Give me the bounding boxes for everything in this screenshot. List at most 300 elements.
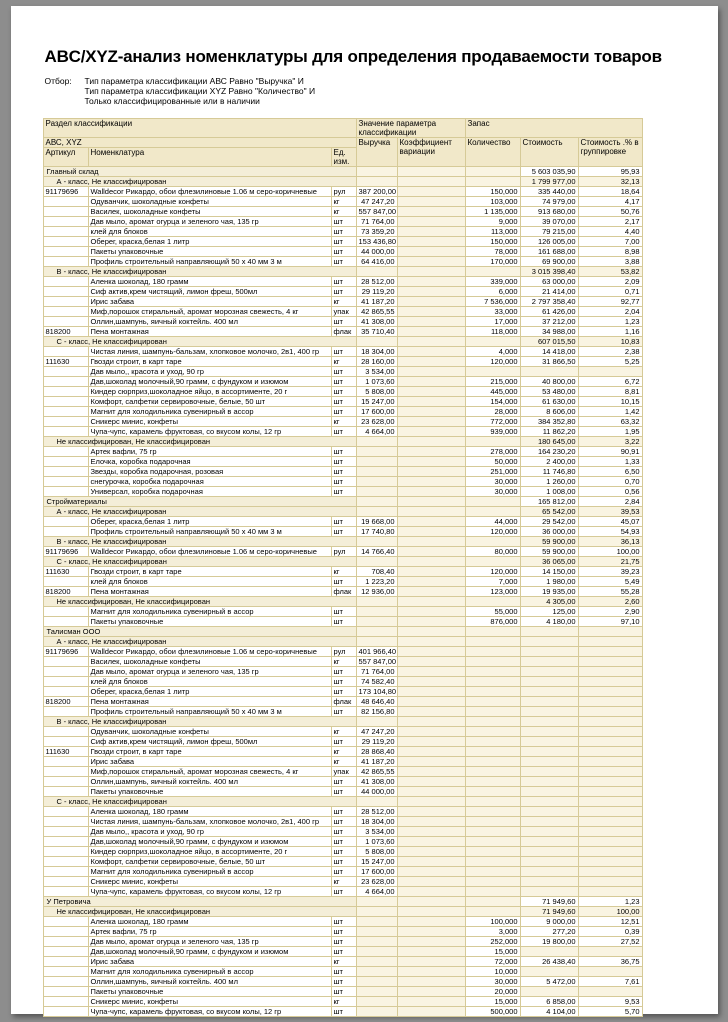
item-row [43,847,642,857]
quantity-cell: 7,000 [465,577,520,587]
article-cell [43,287,88,297]
nomenclature-cell: Артек вафли, 75 гр [88,447,331,457]
cost-cell [520,687,578,697]
nomenclature-cell: Оберег, краска,белая 1 литр [88,237,331,247]
item-row [43,617,642,627]
revenue-cell [356,167,397,177]
nomenclature-cell: Чупа-чупс, карамель фруктовая, со вкусом колы, 12 гр [88,887,331,897]
quantity-cell [465,777,520,787]
item-row [43,827,642,837]
coeff-cell [397,427,465,437]
nomenclature-cell: Пена монтажная [88,697,331,707]
pct-cell [578,987,642,997]
pct-cell: 10,83 [578,337,642,347]
coeff-cell [397,907,465,917]
quantity-cell [465,337,520,347]
cost-cell: 913 680,00 [520,207,578,217]
quantity-cell: 28,000 [465,407,520,417]
coeff-cell [397,917,465,927]
group-row [43,637,642,647]
cost-cell [520,707,578,717]
coeff-cell [397,247,465,257]
cost-cell: 126 005,00 [520,237,578,247]
pct-cell: 8,98 [578,247,642,257]
pct-cell: 53,82 [578,267,642,277]
header-section: Раздел классификации [43,119,356,138]
article-cell [43,407,88,417]
coeff-cell [397,887,465,897]
unit-cell: кг [331,747,356,757]
nomenclature-cell: Walldecor Рикардо, обои флезилиновые 1.06 м серо-коричневые [88,647,331,657]
revenue-cell [356,447,397,457]
article-cell [43,927,88,937]
item-row [43,957,642,967]
article-cell [43,1007,88,1017]
quantity-cell: 30,000 [465,487,520,497]
pct-cell [578,967,642,977]
revenue-cell [356,907,397,917]
revenue-cell: 3 534,00 [356,367,397,377]
cost-cell [520,367,578,377]
unit-cell: шт [331,857,356,867]
group-row [43,597,642,607]
coeff-cell [397,207,465,217]
quantity-cell: 100,000 [465,917,520,927]
unit-cell: шт [331,677,356,687]
nomenclature-cell: Пакеты упаковочные [88,787,331,797]
nomenclature-cell: Магнит для холодильника сувенирный в ассор [88,607,331,617]
revenue-cell: 71 764,00 [356,217,397,227]
pct-cell [578,737,642,747]
cost-cell [520,987,578,997]
item-row [43,607,642,617]
report-table [43,118,643,1017]
cost-cell: 335 440,00 [520,187,578,197]
cost-cell: 40 800,00 [520,377,578,387]
coeff-cell [397,487,465,497]
quantity-cell [465,807,520,817]
group-row [43,337,642,347]
unit-cell: шт [331,227,356,237]
quantity-cell [465,497,520,507]
article-cell [43,867,88,877]
article-cell: 91179696 [43,547,88,557]
cost-cell: 36 000,00 [520,527,578,537]
cost-cell: 607 015,50 [520,337,578,347]
revenue-cell [356,477,397,487]
unit-cell: шт [331,377,356,387]
quantity-cell: 120,000 [465,357,520,367]
article-cell [43,757,88,767]
nomenclature-cell: Василек, шоколадные конфеты [88,657,331,667]
unit-cell: шт [331,487,356,497]
coeff-cell [397,407,465,417]
cost-cell: 4 305,00 [520,597,578,607]
revenue-cell [356,1007,397,1017]
item-row [43,687,642,697]
pct-cell [578,877,642,887]
cost-cell: 71 949,60 [520,897,578,907]
coeff-cell [397,777,465,787]
revenue-cell: 17 600,00 [356,867,397,877]
nomenclature-cell: Сникерс минис, конфеты [88,877,331,887]
quantity-cell: 252,000 [465,937,520,947]
unit-cell: кг [331,997,356,1007]
nomenclature-cell: Сиф актив,крем чистящий, лимон фреш, 500мл [88,737,331,747]
cost-cell: 11 862,20 [520,427,578,437]
cost-cell: 61 426,00 [520,307,578,317]
unit-cell: кг [331,957,356,967]
quantity-cell [465,557,520,567]
quantity-cell [465,727,520,737]
unit-cell: шт [331,777,356,787]
quantity-cell: 170,000 [465,257,520,267]
quantity-cell [465,677,520,687]
nomenclature-cell: Оберег, краска,белая 1 литр [88,517,331,527]
unit-cell: шт [331,847,356,857]
revenue-cell [356,967,397,977]
quantity-cell: 17,000 [465,317,520,327]
quantity-cell: 445,000 [465,387,520,397]
coeff-cell [397,507,465,517]
pct-cell: 39,23 [578,567,642,577]
pct-cell: 1,23 [578,897,642,907]
item-row [43,647,642,657]
nomenclature-cell: Комфорт, салфетки сервировочные, белые, 50 шт [88,857,331,867]
group-row [43,267,642,277]
quantity-cell [465,697,520,707]
cost-cell [520,867,578,877]
revenue-cell [356,917,397,927]
item-row [43,527,642,537]
coeff-cell [397,357,465,367]
coeff-cell [397,637,465,647]
article-cell [43,317,88,327]
nomenclature-cell: Пакеты упаковочные [88,987,331,997]
unit-cell: шт [331,477,356,487]
group-name-cell: В - класс, Не классифицирован [43,267,356,277]
article-cell [43,397,88,407]
unit-cell: кг [331,877,356,887]
revenue-cell: 47 247,20 [356,727,397,737]
group-name-cell: У Петровича [43,897,356,907]
coeff-cell [397,257,465,267]
cost-cell [520,837,578,847]
unit-cell: шт [331,807,356,817]
unit-cell: шт [331,937,356,947]
pct-cell: 1,23 [578,317,642,327]
filter-block [45,77,316,106]
nomenclature-cell: Аленка шоколад, 180 грамм [88,277,331,287]
nomenclature-cell: клей для блоков [88,677,331,687]
cost-cell: 37 212,00 [520,317,578,327]
nomenclature-cell: Магнит для холодильника сувенирный в ассор [88,967,331,977]
unit-cell: шт [331,617,356,627]
quantity-cell: 278,000 [465,447,520,457]
quantity-cell [465,757,520,767]
article-cell [43,247,88,257]
revenue-cell: 41 308,00 [356,777,397,787]
coeff-cell [397,577,465,587]
quantity-cell [465,737,520,747]
header-article: Артикул [43,148,88,167]
revenue-cell: 48 646,40 [356,697,397,707]
group-name-cell: А - класс, Не классифицирован [43,507,356,517]
unit-cell: кг [331,297,356,307]
unit-cell: шт [331,987,356,997]
coeff-cell [397,647,465,657]
coeff-cell [397,227,465,237]
coeff-cell [397,557,465,567]
quantity-cell [465,667,520,677]
item-row [43,387,642,397]
pct-cell: 2,04 [578,307,642,317]
quantity-cell [465,267,520,277]
unit-cell: флак [331,327,356,337]
pct-cell: 2,09 [578,277,642,287]
nomenclature-cell: Профиль строительный направляющий 50 х 40 мм 3 м [88,527,331,537]
quantity-cell [465,367,520,377]
unit-cell: шт [331,787,356,797]
coeff-cell [397,937,465,947]
coeff-cell [397,837,465,847]
article-cell [43,977,88,987]
item-row [43,807,642,817]
filter-label: Отбор: [44,76,72,86]
quantity-cell: 154,000 [465,397,520,407]
nomenclature-cell: Гвозди строит, в карт таре [88,747,331,757]
coeff-cell [397,317,465,327]
quantity-cell [465,767,520,777]
header-cost: Стоимость [520,138,578,167]
article-cell: 91179696 [43,187,88,197]
revenue-cell: 64 416,00 [356,257,397,267]
pct-cell: 27,52 [578,937,642,947]
item-row [43,947,642,957]
unit-cell: рул [331,647,356,657]
nomenclature-cell: Дав мыло, аромат огурца и зеленого чая, 135 гр [88,667,331,677]
quantity-cell [465,897,520,907]
coeff-cell [397,987,465,997]
revenue-cell [356,627,397,637]
revenue-cell: 42 865,55 [356,767,397,777]
pct-cell: 55,28 [578,587,642,597]
cost-cell: 34 988,00 [520,327,578,337]
pct-cell [578,797,642,807]
revenue-cell: 557 847,00 [356,207,397,217]
article-cell [43,937,88,947]
quantity-cell [465,167,520,177]
cost-cell [520,637,578,647]
coeff-cell [397,947,465,957]
quantity-cell: 339,000 [465,277,520,287]
revenue-cell: 1 073,60 [356,837,397,847]
cost-cell [520,727,578,737]
article-cell [43,257,88,267]
nomenclature-cell: Чупа-чупс, карамель фруктовая, со вкусом колы, 12 гр [88,1007,331,1017]
unit-cell: шт [331,237,356,247]
revenue-cell [356,797,397,807]
pct-cell [578,807,642,817]
revenue-cell [356,537,397,547]
quantity-cell: 50,000 [465,457,520,467]
item-row [43,707,642,717]
quantity-cell [465,877,520,887]
pct-cell: 0,56 [578,487,642,497]
pct-cell: 2,84 [578,497,642,507]
nomenclature-cell: Ирис забава [88,297,331,307]
coeff-cell [397,447,465,457]
unit-cell: упак [331,307,356,317]
unit-cell: шт [331,887,356,897]
item-row [43,787,642,797]
cost-cell: 53 480,00 [520,387,578,397]
revenue-cell: 28 160,00 [356,357,397,367]
cost-cell [520,757,578,767]
cost-cell: 59 900,00 [520,547,578,557]
quantity-cell: 939,000 [465,427,520,437]
pct-cell [578,717,642,727]
header-param-value: Значение параметра классификации [356,119,465,138]
article-cell [43,447,88,457]
quantity-cell: 113,000 [465,227,520,237]
cost-cell: 36 065,00 [520,557,578,567]
quantity-cell: 78,000 [465,247,520,257]
unit-cell: флак [331,697,356,707]
revenue-cell: 4 664,00 [356,427,397,437]
nomenclature-cell: Универсал, коробка подарочная [88,487,331,497]
coeff-cell [397,817,465,827]
article-cell: 818200 [43,697,88,707]
item-row [43,347,642,357]
pct-cell [578,647,642,657]
revenue-cell [356,637,397,647]
pct-cell: 6,50 [578,467,642,477]
group-row [43,627,642,637]
article-cell [43,607,88,617]
quantity-cell [465,707,520,717]
cost-cell: 31 866,50 [520,357,578,367]
coeff-cell [397,687,465,697]
revenue-cell: 401 966,40 [356,647,397,657]
quantity-cell: 1 135,000 [465,207,520,217]
group-row [43,557,642,567]
item-row [43,367,642,377]
unit-cell: шт [331,387,356,397]
group-row [43,497,642,507]
pct-cell: 0,71 [578,287,642,297]
cost-cell: 8 606,00 [520,407,578,417]
revenue-cell [356,717,397,727]
pct-cell: 0,39 [578,927,642,937]
article-cell [43,887,88,897]
group-name-cell: Стройматериалы [43,497,356,507]
coeff-cell [397,667,465,677]
cost-cell [520,827,578,837]
article-cell [43,837,88,847]
coeff-cell [397,757,465,767]
unit-cell: кг [331,727,356,737]
article-cell [43,967,88,977]
cost-cell [520,667,578,677]
coeff-cell [397,697,465,707]
article-cell [43,517,88,527]
revenue-cell: 4 664,00 [356,887,397,897]
item-row [43,247,642,257]
item-row [43,677,642,687]
article-cell [43,527,88,537]
item-row [43,767,642,777]
nomenclature-cell: Одуванчик, шоколадные конфеты [88,727,331,737]
nomenclature-cell: Комфорт, салфетки сервировочные, белые, 50 шт [88,397,331,407]
coeff-cell [397,717,465,727]
article-cell [43,477,88,487]
coeff-cell [397,517,465,527]
article-cell [43,367,88,377]
nomenclature-cell: Миф,порошок стиральный, аромат морозная свежесть, 4 кг [88,767,331,777]
pct-cell: 1,42 [578,407,642,417]
unit-cell: упак [331,767,356,777]
pct-cell: 95,93 [578,167,642,177]
cost-cell [520,747,578,757]
article-cell [43,217,88,227]
pct-cell: 2,90 [578,607,642,617]
cost-cell [520,777,578,787]
item-row [43,587,642,597]
nomenclature-cell: Артек вафли, 75 гр [88,927,331,937]
unit-cell: шт [331,1007,356,1017]
item-row [43,297,642,307]
quantity-cell: 30,000 [465,977,520,987]
article-cell: 111630 [43,567,88,577]
pct-cell: 12,51 [578,917,642,927]
nomenclature-cell: Дав мыло,, красота и уход, 90 гр [88,367,331,377]
revenue-cell [356,457,397,467]
group-name-cell: Не классифицирован, Не классифицирован [43,437,356,447]
pct-cell [578,677,642,687]
item-row [43,197,642,207]
pct-cell [578,867,642,877]
nomenclature-cell: Гвозди строит, в карт таре [88,567,331,577]
pct-cell [578,367,642,377]
header-quantity: Количество [465,138,520,167]
quantity-cell [465,827,520,837]
pct-cell: 9,53 [578,997,642,1007]
coeff-cell [397,967,465,977]
quantity-cell: 10,000 [465,967,520,977]
coeff-cell [397,607,465,617]
report-page [11,6,718,1014]
pct-cell: 92,77 [578,297,642,307]
article-cell [43,727,88,737]
article-cell [43,817,88,827]
article-cell [43,687,88,697]
item-row [43,487,642,497]
pct-cell [578,887,642,897]
cost-cell [520,967,578,977]
revenue-cell: 18 304,00 [356,347,397,357]
cost-cell: 5 472,00 [520,977,578,987]
quantity-cell: 6,000 [465,287,520,297]
nomenclature-cell: Магнит для холодильника сувенирный в ассор [88,867,331,877]
pct-cell [578,847,642,857]
pct-cell: 100,00 [578,547,642,557]
cost-cell: 4 104,00 [520,1007,578,1017]
quantity-cell [465,537,520,547]
nomenclature-cell: клей для блоков [88,227,331,237]
item-row [43,877,642,887]
cost-cell [520,677,578,687]
